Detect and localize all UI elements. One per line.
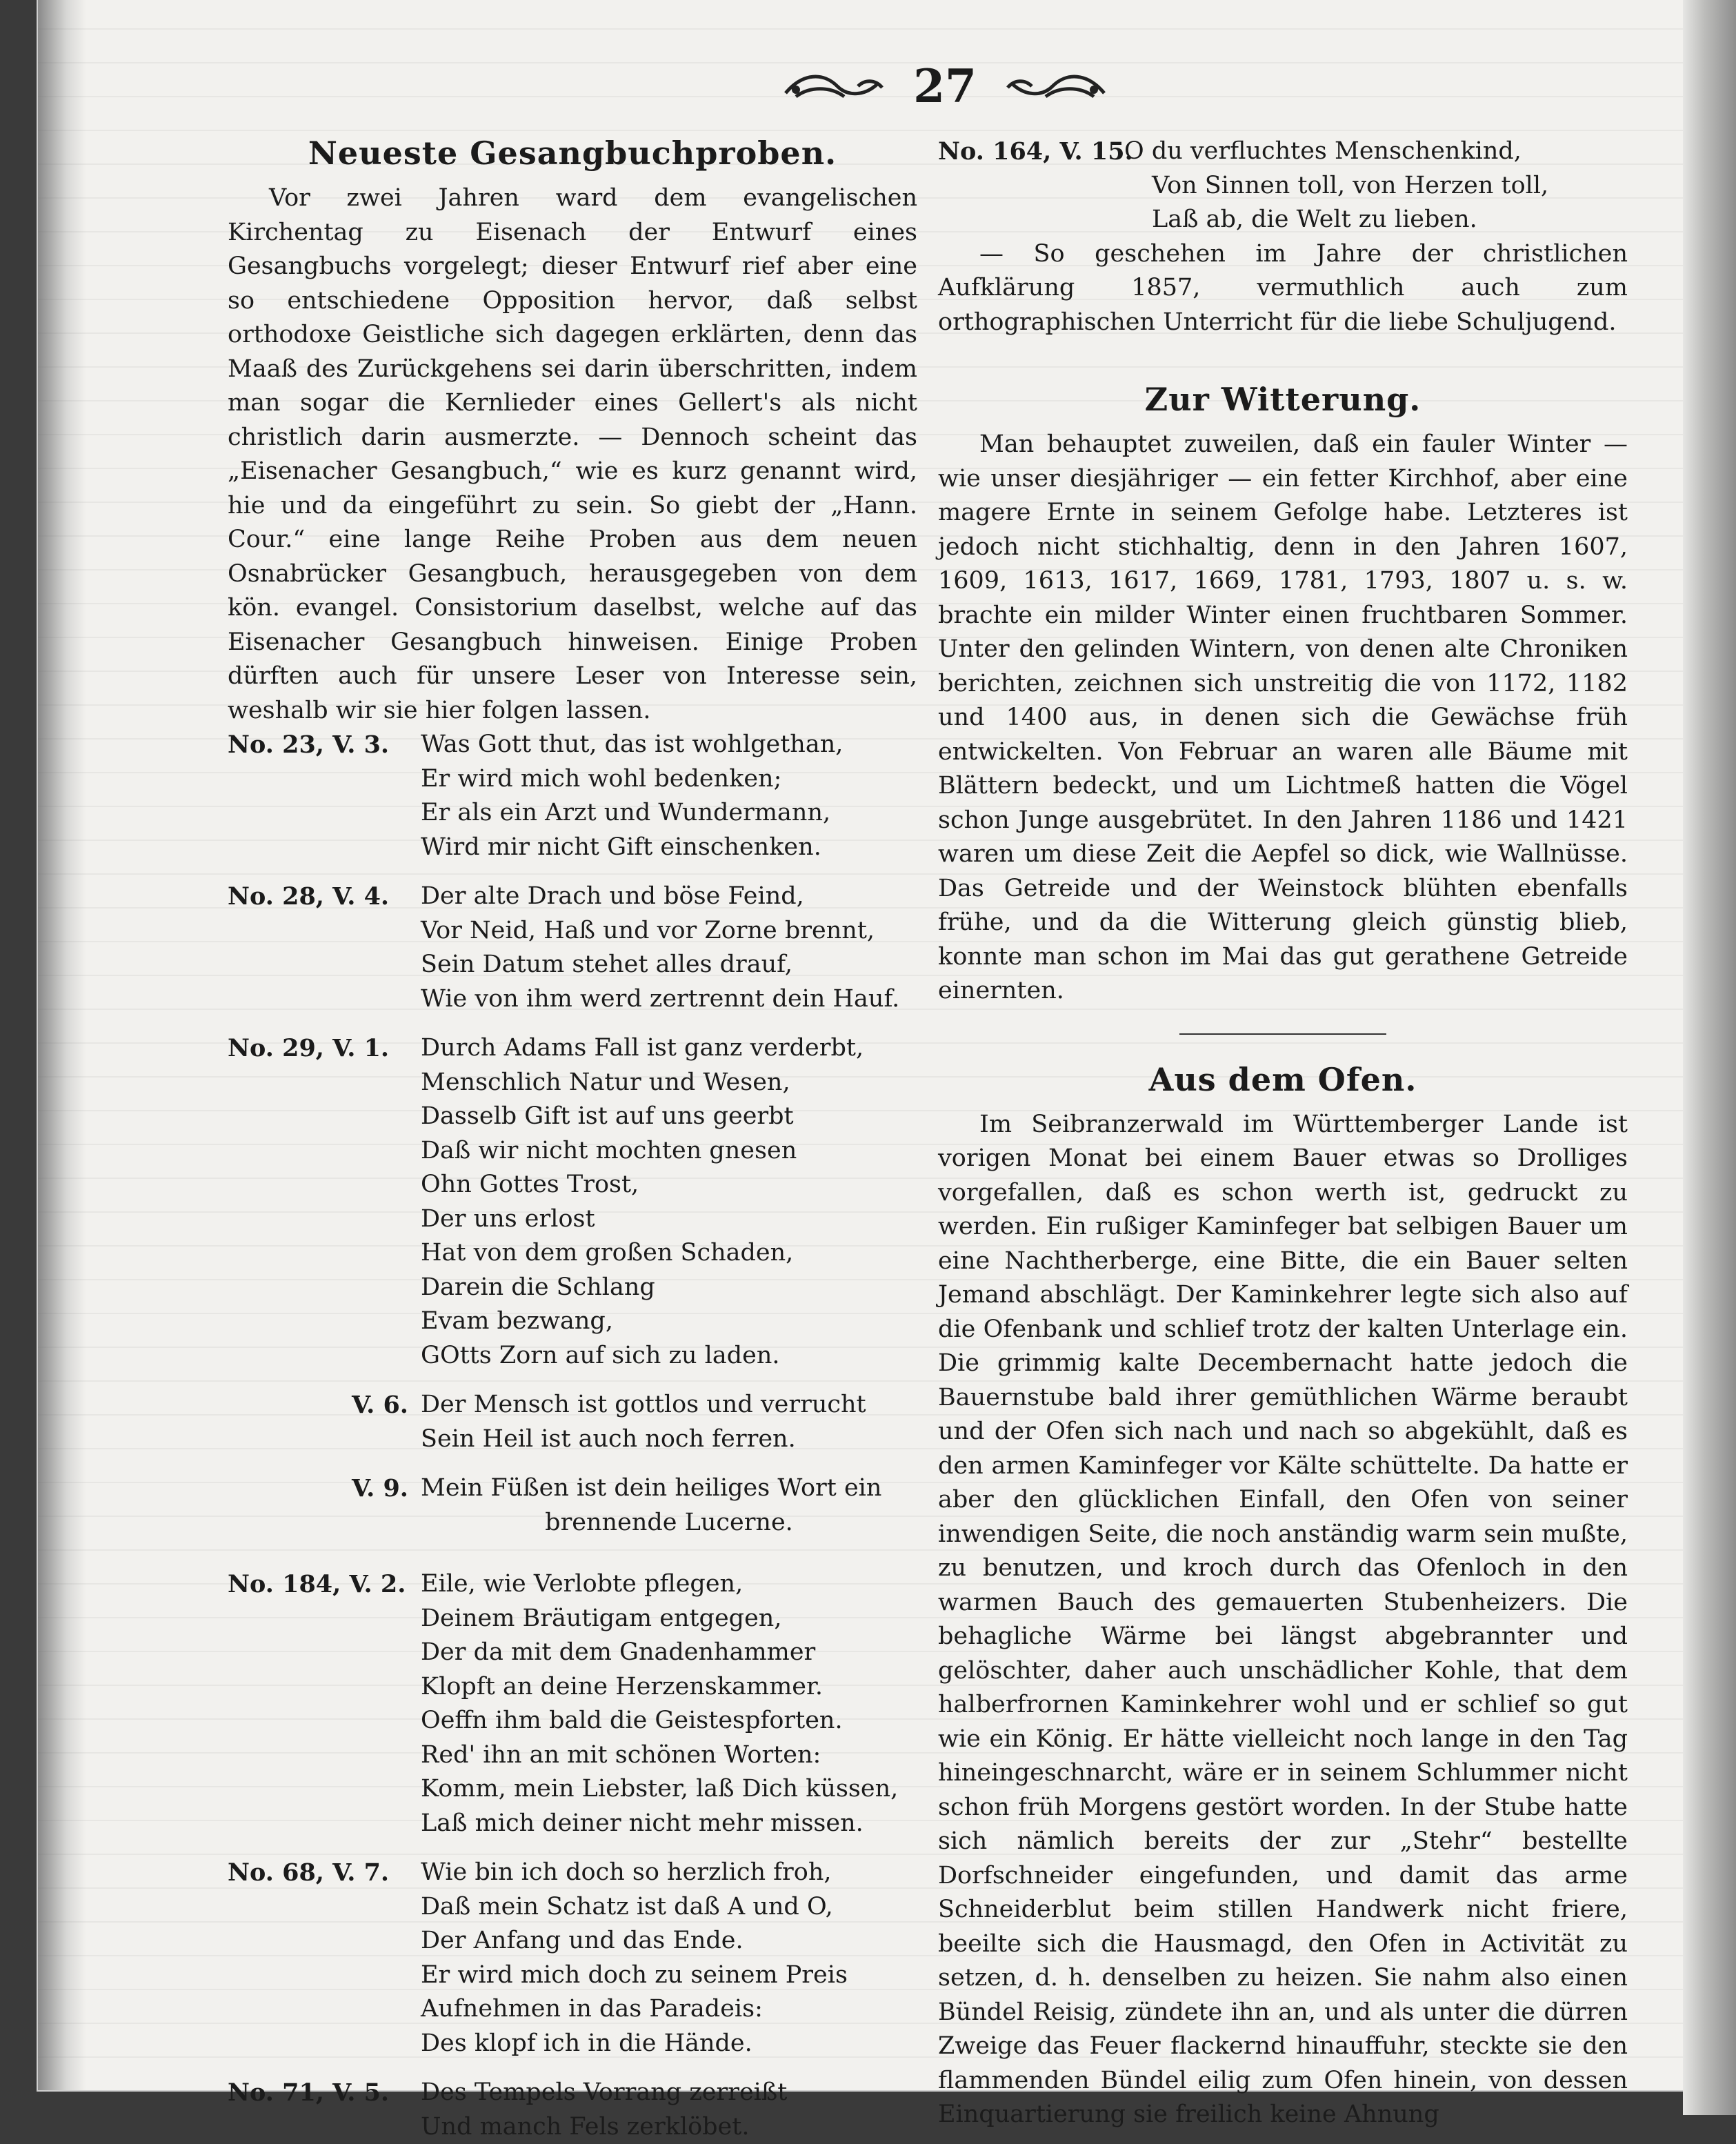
hymn-line: Hat von dem großen Schaden,	[421, 1236, 917, 1271]
hymn-line: Aufnehmen in das Paradeis:	[421, 1992, 917, 2027]
hymn-reference: V. 6.	[228, 1388, 421, 1456]
left-column	[228, 135, 917, 2144]
hymn-line: Deinem Bräutigam entgegen,	[421, 1602, 917, 1636]
hymn-line: Mein Füßen ist dein heiliges Wort ein	[421, 1471, 917, 1506]
right-column	[938, 135, 1628, 2132]
hymn-lines	[1124, 135, 1628, 237]
right-ornament-icon	[1004, 66, 1108, 107]
page-stack-edge	[1683, 0, 1736, 2115]
closing-remark: — So geschehen im Jahre der christlichen Aufklärung 1857, vermuthlich auch zum orthographischen Unterricht für die liebe Schuljugend.	[938, 237, 1628, 340]
hymn-line: Er wird mich doch zu seinem Preis	[421, 1958, 917, 1993]
hymn-excerpt	[938, 135, 1628, 237]
hymn-lines	[421, 728, 917, 864]
newspaper-page	[38, 0, 1693, 2090]
hymn-line: Daß mein Schatz ist daß A und O,	[421, 1890, 917, 1925]
hymn-reference: No. 71, V. 5.	[228, 2076, 421, 2144]
hymn-line: Und manch Fels zerklöbet.	[421, 2110, 917, 2144]
section-divider	[1179, 1033, 1386, 1035]
hymn-line: Laß ab, die Welt zu lieben.	[1124, 203, 1628, 237]
hymn-line: Der alte Drach und böse Feind,	[421, 880, 917, 914]
hymn-line: Wird mir nicht Gift einschenken.	[421, 831, 917, 865]
hymn-reference: No. 29, V. 1.	[228, 1031, 421, 1373]
hymn-excerpt	[228, 880, 917, 1016]
hymn-line: Evam bezwang,	[421, 1304, 917, 1339]
hymn-lines	[421, 1031, 917, 1373]
article-intro-paragraph: Vor zwei Jahren ward dem evangelischen Kirchentag zu Eisenach der Entwurf eines Gesangbuchs vorgelegt; dieser Entwurf rief aber eine so entschiedene Opposition hervor, daß selbst orthodoxe Geistliche sich dagegen erklärten, denn das Maaß des Zurückgehens sei darin überschritten, indem man sogar die Kernlieder eines Gellert's als nicht christlich darin ausmerzte. — Dennoch scheint das „Eisenacher Gesangbuch,“ wie es kurz genannt wird, hie und da eingeführt zu sein. So giebt der „Hann. Cour.“ eine lange Reihe Proben aus dem neuen Osnabrücker Gesangbuch, herausgegeben von dem kön. evangel. Consistorium daselbst, welche auf das Eisenacher Gesangbuch hinweisen. Einige Proben dürften auch für unsere Leser von Interesse sein, weshalb wir sie hier folgen lassen.	[228, 181, 917, 728]
page-header	[766, 55, 1124, 117]
hymn-line: brennende Lucerne.	[421, 1506, 917, 1540]
article-heading-gesangbuch: Neueste Gesangbuchproben.	[228, 135, 917, 172]
hymn-excerpt	[228, 1567, 917, 1840]
page-number: 27	[913, 59, 977, 113]
hymn-line: Wie von ihm werd zertrennt dein Hauf.	[421, 982, 917, 1017]
hymn-line: GOtts Zorn auf sich zu laden.	[421, 1339, 917, 1373]
hymn-excerpt	[228, 1388, 917, 1456]
hymn-line: Der Mensch ist gottlos und verrucht	[421, 1388, 917, 1422]
hymn-line: Der Anfang und das Ende.	[421, 1924, 917, 1958]
hymn-line: Durch Adams Fall ist ganz verderbt,	[421, 1031, 917, 1066]
hymn-line: Er wird mich wohl bedenken;	[421, 762, 917, 797]
article-paragraph-witterung: Man behauptet zuweilen, daß ein fauler Winter — wie unser diesjähriger — ein fetter Kirchhof, aber eine magere Ernte in seinem Gefolge habe. Letzteres ist jedoch nicht stichhaltig, denn in den Jahren 1607, 1609, 1613, 1617, 1669, 1781, 1793, 1807 u. s. w. brachte ein milder Winter einen fruchtbaren Sommer. Unter den gelinden Wintern, von denen alte Chroniken berichten, zeichnen sich unstreitig die von 1172, 1182 und 1400 aus, in denen sich die Gewächse früh entwickelten. Von Februar an waren alle Bäume mit Blättern bedeckt, und um Lichtmeß hatten die Vögel schon Junge ausgebrütet. In den Jahren 1186 und 1421 waren um diese Zeit die Aepfel so dick, wie Wallnüsse. Das Getreide und der Weinstock blühten ebenfalls frühe, und da die Witterung gleich günstig blieb, konnte man schon im Mai das gut gerathene Getreide einernten.	[938, 428, 1628, 1009]
hymn-line: Red' ihn an mit schönen Worten:	[421, 1738, 917, 1773]
hymn-line: Er als ein Arzt und Wundermann,	[421, 796, 917, 831]
article-paragraph-ofen: Im Seibranzerwald im Württemberger Lande ist vorigen Monat bei einem Bauer etwas so Drolliges vorgefallen, daß es schon werth ist, gedruckt zu werden. Ein rußiger Kaminfeger bat selbigen Bauer um eine Nachtherberge, eine Bitte, die ein Bauer selten Jemand abschlägt. Der Kaminkehrer legte sich also auf die Ofenbank und schlief trotz der kalten Unterlage ein. Die grimmig kalte Decembernacht hatte jedoch die Bauernstube bald ihrer gemüthlichen Wärme beraubt und der Ofen sich nach und nach so abgekühlt, daß es den armen Kaminfeger vor Kälte schüttelte. Da hatte er aber den glücklichen Einfall, den Ofen von seiner inwendigen Seite, die noch anständig warm sein mußte, zu benutzen, und kroch durch das Ofenloch in den warmen Bauch des gemauerten Stubenheizers. Die behagliche Wärme bei längst abgebrannter und gelöschter, daher auch unschädlicher Kohle, that dem halberfrornen Kaminkehrer wohl und er schlief so gut wie ein König. Er hätte vielleicht noch lange in den Tag hineingeschnarcht, wäre er in seinem Schlummer nicht schon früh Morgens gestört worden. In der Stube hatte sich nämlich bereits der zur „Stehr“ bestellte Dorfschneider eingefunden, und damit das arme Schneiderblut beim stillen Handwerk nicht friere, beeilte sich die Hausmagd, den Ofen in Activität zu setzen, d. h. denselben zu heizen. Sie nahm also einen Bündel Reisig, zündete ihn an, und als unter die dürren Zweige das Feuer flackernd hinauffuhr, steckte sie den flammenden Bündel eilig zum Ofen hinein, von dessen Einquartierung sie freilich keine Ahnung	[938, 1108, 1628, 2132]
left-ornament-icon	[782, 66, 886, 107]
hymn-reference: V. 9.	[228, 1471, 421, 1540]
hymn-line: Wie bin ich doch so herzlich froh,	[421, 1856, 917, 1890]
hymn-reference: No. 28, V. 4.	[228, 880, 421, 1016]
hymn-line: Oeffn ihm bald die Geistespforten.	[421, 1704, 917, 1738]
hymn-line: Des klopf ich in die Hände.	[421, 2027, 917, 2061]
article-heading-witterung: Zur Witterung.	[938, 381, 1628, 418]
hymn-lines	[421, 880, 917, 1016]
hymn-lines	[421, 2076, 917, 2144]
hymn-line: Sein Datum stehet alles drauf,	[421, 948, 917, 982]
hymn-excerpt	[228, 1471, 917, 1540]
binding-gutter	[38, 0, 86, 2090]
hymn-line: Dasselb Gift ist auf uns geerbt	[421, 1100, 917, 1134]
hymn-lines	[421, 1856, 917, 2061]
hymn-line: Vor Neid, Haß und vor Zorne brennt,	[421, 914, 917, 949]
hymn-lines	[421, 1471, 917, 1540]
hymn-line: Des Tempels Vorrang zerreißt	[421, 2076, 917, 2110]
article-heading-ofen: Aus dem Ofen.	[938, 1061, 1628, 1098]
hymn-excerpt	[228, 2076, 917, 2144]
hymn-reference: No. 184, V. 2.	[228, 1567, 421, 1840]
hymn-lines	[421, 1567, 917, 1840]
hymn-line: O du verfluchtes Menschenkind,	[1124, 135, 1628, 169]
hymn-line: Sein Heil ist auch noch ferren.	[421, 1422, 917, 1457]
hymn-line: Eile, wie Verlobte pflegen,	[421, 1567, 917, 1602]
hymn-line: Was Gott thut, das ist wohlgethan,	[421, 728, 917, 762]
hymn-line: Der da mit dem Gnadenhammer	[421, 1636, 917, 1670]
hymn-line: Darein die Schlang	[421, 1271, 917, 1305]
hymn-line: Von Sinnen toll, von Herzen toll,	[1124, 169, 1628, 204]
hymn-line: Ohn Gottes Trost,	[421, 1168, 917, 1202]
hymn-line: Daß wir nicht mochten gnesen	[421, 1134, 917, 1169]
hymn-excerpt	[228, 728, 917, 864]
hymn-line: Laß mich deiner nicht mehr missen.	[421, 1807, 917, 1841]
hymn-reference: No. 23, V. 3.	[228, 728, 421, 864]
hymn-excerpt	[228, 1856, 917, 2061]
hymn-line: Klopft an deine Herzenskammer.	[421, 1670, 917, 1705]
hymn-reference: No. 68, V. 7.	[228, 1856, 421, 2061]
hymn-line: Komm, mein Liebster, laß Dich küssen,	[421, 1772, 917, 1807]
hymn-lines	[421, 1388, 917, 1456]
hymn-reference: No. 164, V. 15.	[938, 135, 1124, 237]
hymn-excerpt	[228, 1031, 917, 1373]
hymn-line: Der uns erlost	[421, 1202, 917, 1237]
hymn-line: Menschlich Natur und Wesen,	[421, 1066, 917, 1100]
